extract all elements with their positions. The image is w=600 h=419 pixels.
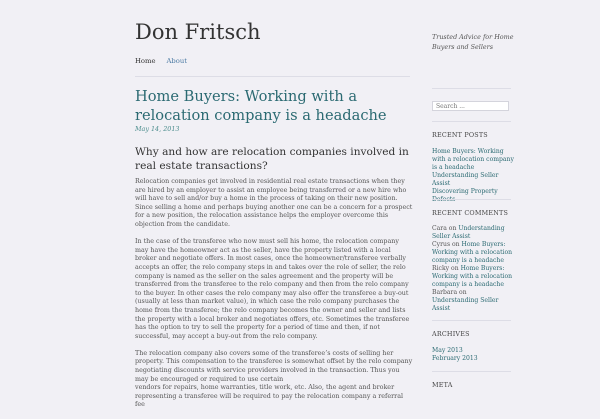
comment-item: Barbara on Understanding Seller Assist bbox=[432, 289, 499, 312]
nav-item-about[interactable]: About bbox=[166, 57, 187, 65]
post-paragraph: Relocation companies get involved in residential real estate transactions when they are hired by an employer to assist an employee being transferred or a new hire who will have to sell and/or buy a home in the process of taking on their new position. Since selling a home and perhaps buying another one can be a concern for a prospect for a new position, the relocation assistance helps the employer overcome this objection from the candidate. bbox=[135, 178, 413, 228]
recent-post-link[interactable]: Understanding Seller Assist bbox=[432, 172, 499, 187]
post-paragraph: The relocation company also covers some of the transferee’s costs of selling her property. This compensation to the transferee is somewhat offset by the relo company negotiating discounts with service providers involved in the transaction. Thus you may be encouraged or required to use certain bbox=[135, 349, 413, 383]
widget-divider bbox=[432, 121, 511, 122]
header-divider bbox=[135, 76, 410, 77]
recent-post-link[interactable]: Home Buyers: Working with a relocation company is a headache bbox=[432, 148, 514, 171]
site-title[interactable]: Don Fritsch bbox=[135, 20, 261, 44]
comment-post-link[interactable]: Home Buyers: Working with a relocation company is a headache bbox=[432, 265, 513, 288]
comment-post-link[interactable]: Home Buyers: Working with a relocation company is a headache bbox=[432, 241, 513, 264]
comment-author: Cara bbox=[432, 225, 447, 232]
search-input[interactable] bbox=[432, 101, 509, 111]
comment-author: Ricky bbox=[432, 265, 450, 272]
recent-post-link[interactable]: Discovering Property Defects bbox=[432, 188, 498, 203]
recent-comments-title: RECENT COMMENTS bbox=[432, 209, 509, 217]
site-tagline: Trusted Advice for Home Buyers and Sellers bbox=[432, 33, 514, 51]
widget-divider bbox=[432, 371, 511, 372]
comment-item: Cyrus on Home Buyers: Working with a relocation company is a headache bbox=[432, 241, 513, 264]
recent-posts-title: RECENT POSTS bbox=[432, 131, 488, 139]
meta-title: META bbox=[432, 381, 453, 389]
post-title[interactable]: Home Buyers: Working with a relocation company is a headache bbox=[135, 88, 387, 124]
comment-author: Cyrus bbox=[432, 241, 451, 248]
comment-post-link[interactable]: Understanding Seller Assist bbox=[432, 225, 505, 240]
widget-divider bbox=[432, 199, 511, 200]
widget-divider bbox=[432, 320, 511, 321]
comment-item: Cara on Understanding Seller Assist bbox=[432, 225, 505, 240]
recent-posts-list bbox=[432, 148, 514, 204]
post-body bbox=[135, 178, 413, 419]
sidebar-top-divider bbox=[432, 88, 511, 89]
comment-post-link[interactable]: Understanding Seller Assist bbox=[432, 297, 499, 312]
archive-link[interactable]: February 2013 bbox=[432, 355, 478, 362]
archives-list bbox=[432, 347, 514, 363]
post-date[interactable]: May 14, 2013 bbox=[135, 125, 180, 133]
comment-item: Ricky on Home Buyers: Working with a relocation company is a headache bbox=[432, 265, 513, 288]
archive-link[interactable]: May 2013 bbox=[432, 347, 463, 354]
main-nav bbox=[135, 57, 187, 65]
post-paragraph: In the case of the transferee who now must sell his home, the relocation company may have the homeowner act as the seller, have the property listed with a local broker and negotiate offers. In most cases, once the homeowner/transferee verbally accepts an offer, the relo company steps in and takes over the role of seller, the relo company is named as the seller on the sales agreement and the property will be transferred from the transferee to the relo company and then from the relo company to the buyer. In other cases the relo company may also offer the transferee a buy-out (usually at less than market value), in which case the relo company purchases the home from the transferee; the relo company becomes the owner and seller and lists the property with a local broker and negotiates offers, etc. Sometimes the transferee has the option to try to sell the property for a period of time and then, if not successful, may accept a buy-out from the relo company. bbox=[135, 238, 410, 340]
archives-title: ARCHIVES bbox=[432, 330, 470, 338]
nav-item-home[interactable]: Home bbox=[135, 57, 156, 65]
post-heading: Why and how are relocation companies involved in real estate transactions? bbox=[135, 146, 409, 172]
comment-author: Barbara bbox=[432, 289, 458, 296]
recent-comments-list bbox=[432, 225, 514, 313]
post-paragraph: vendors for repairs, home warranties, title work, etc. Also, the agent and broker representing a transferee will be required to pay the relocation company a referral fee bbox=[135, 384, 404, 409]
